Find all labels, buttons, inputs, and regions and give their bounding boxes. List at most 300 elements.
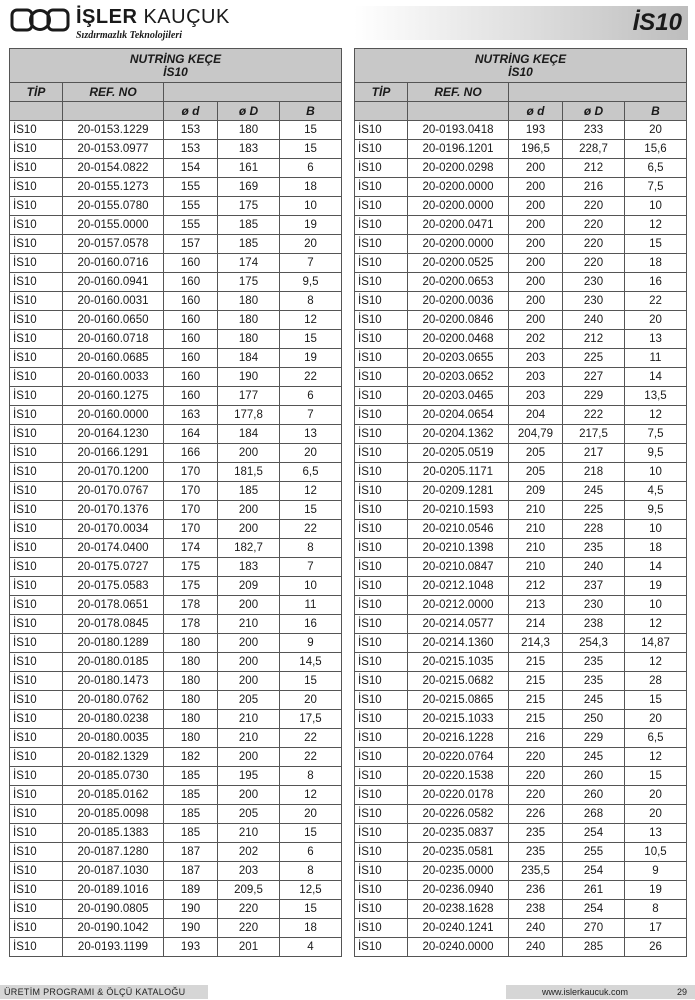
- cell-outer-diameter: 218: [563, 463, 625, 482]
- cell-ref-no: 20-0215.1033: [408, 710, 509, 729]
- table-row: [355, 767, 687, 786]
- cell-tip: İS10: [10, 653, 63, 672]
- cell-ref-no: 20-0182.1329: [63, 748, 164, 767]
- cell-tip: İS10: [10, 387, 63, 406]
- cell-outer-diameter: 250: [563, 710, 625, 729]
- cell-width: 4,5: [625, 482, 687, 501]
- cell-inner-diameter: 160: [164, 254, 218, 273]
- cell-width: 22: [280, 368, 342, 387]
- cell-width: 13: [625, 824, 687, 843]
- spec-table-left: [9, 48, 342, 957]
- cell-width: 20: [625, 786, 687, 805]
- col-header-tip: TİP: [355, 83, 408, 102]
- cell-ref-no: 20-0174.0400: [63, 539, 164, 558]
- cell-inner-diameter: 235,5: [509, 862, 563, 881]
- table-row: [10, 786, 342, 805]
- cell-width: 19: [280, 349, 342, 368]
- cell-outer-diameter: 220: [563, 235, 625, 254]
- cell-inner-diameter: 200: [509, 159, 563, 178]
- cell-width: 12: [625, 615, 687, 634]
- cell-tip: İS10: [10, 634, 63, 653]
- cell-inner-diameter: 153: [164, 140, 218, 159]
- table-row: [10, 311, 342, 330]
- cell-outer-diameter: 180: [218, 311, 280, 330]
- cell-inner-diameter: 174: [164, 539, 218, 558]
- cell-inner-diameter: 209: [509, 482, 563, 501]
- cell-width: 18: [280, 178, 342, 197]
- table-row: [355, 501, 687, 520]
- cell-inner-diameter: 190: [164, 900, 218, 919]
- cell-outer-diameter: 200: [218, 501, 280, 520]
- cell-inner-diameter: 170: [164, 501, 218, 520]
- cell-tip: İS10: [355, 881, 408, 900]
- cell-outer-diameter: 227: [563, 368, 625, 387]
- cell-width: 22: [625, 292, 687, 311]
- table-row: [355, 634, 687, 653]
- table-row: [10, 330, 342, 349]
- cell-outer-diameter: 200: [218, 520, 280, 539]
- website-link[interactable]: www.islerkaucuk.com: [542, 987, 629, 997]
- cell-inner-diameter: 160: [164, 273, 218, 292]
- table-row: [10, 178, 342, 197]
- cell-width: 20: [280, 235, 342, 254]
- cell-tip: İS10: [10, 273, 63, 292]
- cell-tip: İS10: [10, 235, 63, 254]
- table-row: [10, 653, 342, 672]
- cell-tip: İS10: [355, 330, 408, 349]
- table-row: [10, 140, 342, 159]
- cell-tip: İS10: [10, 254, 63, 273]
- table-row: [355, 330, 687, 349]
- cell-inner-diameter: 180: [164, 672, 218, 691]
- cell-tip: İS10: [10, 121, 63, 140]
- cell-inner-diameter: 164: [164, 425, 218, 444]
- cell-inner-diameter: 204,79: [509, 425, 563, 444]
- cell-ref-no: 20-0205.0519: [408, 444, 509, 463]
- col-header-outer-diameter: ø D: [218, 102, 280, 121]
- cell-width: 10: [280, 577, 342, 596]
- table-row: [355, 273, 687, 292]
- cell-inner-diameter: 214,3: [509, 634, 563, 653]
- cell-tip: İS10: [10, 501, 63, 520]
- cell-width: 18: [625, 539, 687, 558]
- cell-width: 12: [625, 653, 687, 672]
- cell-tip: İS10: [10, 140, 63, 159]
- cell-ref-no: 20-0210.0847: [408, 558, 509, 577]
- cell-width: 11: [280, 596, 342, 615]
- cell-width: 15: [280, 900, 342, 919]
- cell-ref-no: 20-0160.0000: [63, 406, 164, 425]
- cell-width: 6,5: [625, 729, 687, 748]
- cell-tip: İS10: [355, 710, 408, 729]
- cell-inner-diameter: 235: [509, 824, 563, 843]
- cell-inner-diameter: 187: [164, 843, 218, 862]
- cell-inner-diameter: 200: [509, 273, 563, 292]
- cell-width: 9,5: [625, 501, 687, 520]
- cell-outer-diameter: 216: [563, 178, 625, 197]
- cell-outer-diameter: 235: [563, 653, 625, 672]
- cell-outer-diameter: 169: [218, 178, 280, 197]
- cell-outer-diameter: 229: [563, 387, 625, 406]
- cell-inner-diameter: 185: [164, 767, 218, 786]
- col-header-width: B: [280, 102, 342, 121]
- cell-inner-diameter: 200: [509, 216, 563, 235]
- cell-width: 6,5: [625, 159, 687, 178]
- product-code: İS10: [632, 9, 682, 36]
- cell-ref-no: 20-0153.1229: [63, 121, 164, 140]
- cell-outer-diameter: 254: [563, 900, 625, 919]
- cell-inner-diameter: 170: [164, 482, 218, 501]
- cell-outer-diameter: 237: [563, 577, 625, 596]
- cell-ref-no: 20-0214.1360: [408, 634, 509, 653]
- table-title: NUTRİNG KEÇE İS10: [10, 49, 342, 83]
- cell-width: 17,5: [280, 710, 342, 729]
- cell-outer-diameter: 201: [218, 938, 280, 957]
- cell-inner-diameter: 210: [509, 520, 563, 539]
- cell-inner-diameter: 235: [509, 843, 563, 862]
- table-row: [355, 843, 687, 862]
- cell-tip: İS10: [10, 862, 63, 881]
- cell-ref-no: 20-0187.1280: [63, 843, 164, 862]
- table-row: [10, 121, 342, 140]
- cell-width: 7,5: [625, 425, 687, 444]
- cell-outer-diameter: 175: [218, 273, 280, 292]
- col-header-outer-diameter: ø D: [563, 102, 625, 121]
- cell-ref-no: 20-0180.0238: [63, 710, 164, 729]
- cell-ref-no: 20-0200.0468: [408, 330, 509, 349]
- cell-outer-diameter: 180: [218, 121, 280, 140]
- cell-inner-diameter: 155: [164, 178, 218, 197]
- cell-ref-no: 20-0185.0098: [63, 805, 164, 824]
- cell-ref-no: 20-0200.0000: [408, 197, 509, 216]
- cell-tip: İS10: [10, 216, 63, 235]
- table-row: [10, 482, 342, 501]
- cell-tip: İS10: [355, 919, 408, 938]
- cell-width: 14,5: [280, 653, 342, 672]
- cell-tip: İS10: [10, 596, 63, 615]
- cell-ref-no: 20-0193.1199: [63, 938, 164, 957]
- table-row: [355, 653, 687, 672]
- cell-outer-diameter: 235: [563, 539, 625, 558]
- table-row: [355, 311, 687, 330]
- cell-width: 14: [625, 368, 687, 387]
- cell-tip: İS10: [10, 577, 63, 596]
- cell-tip: İS10: [10, 197, 63, 216]
- cell-tip: İS10: [355, 140, 408, 159]
- cell-ref-no: 20-0185.0162: [63, 786, 164, 805]
- cell-ref-no: 20-0215.0682: [408, 672, 509, 691]
- cell-tip: İS10: [355, 691, 408, 710]
- table-row: [10, 900, 342, 919]
- cell-ref-no: 20-0190.1042: [63, 919, 164, 938]
- cell-ref-no: 20-0235.0837: [408, 824, 509, 843]
- cell-inner-diameter: 240: [509, 919, 563, 938]
- cell-inner-diameter: 220: [509, 767, 563, 786]
- cell-outer-diameter: 225: [563, 501, 625, 520]
- cell-tip: İS10: [355, 197, 408, 216]
- cell-ref-no: 20-0185.1383: [63, 824, 164, 843]
- cell-outer-diameter: 184: [218, 349, 280, 368]
- table-row: [355, 349, 687, 368]
- cell-width: 17: [625, 919, 687, 938]
- cell-outer-diameter: 212: [563, 330, 625, 349]
- cell-outer-diameter: 245: [563, 748, 625, 767]
- cell-outer-diameter: 220: [218, 919, 280, 938]
- cell-outer-diameter: 200: [218, 672, 280, 691]
- cell-inner-diameter: 220: [509, 748, 563, 767]
- cell-inner-diameter: 185: [164, 786, 218, 805]
- cell-width: 22: [280, 748, 342, 767]
- cell-tip: İS10: [355, 615, 408, 634]
- cell-outer-diameter: 161: [218, 159, 280, 178]
- cell-tip: İS10: [355, 349, 408, 368]
- cell-inner-diameter: 153: [164, 121, 218, 140]
- cell-outer-diameter: 185: [218, 235, 280, 254]
- cell-width: 15: [280, 672, 342, 691]
- cell-ref-no: 20-0153.0977: [63, 140, 164, 159]
- table-row: [355, 539, 687, 558]
- cell-ref-no: 20-0204.1362: [408, 425, 509, 444]
- cell-inner-diameter: 160: [164, 311, 218, 330]
- cell-tip: İS10: [10, 824, 63, 843]
- table-body: [355, 121, 687, 957]
- cell-outer-diameter: 222: [563, 406, 625, 425]
- cell-outer-diameter: 260: [563, 786, 625, 805]
- cell-outer-diameter: 202: [218, 843, 280, 862]
- cell-inner-diameter: 160: [164, 330, 218, 349]
- cell-ref-no: 20-0210.1593: [408, 501, 509, 520]
- table-body: [10, 121, 342, 957]
- cell-tip: İS10: [10, 919, 63, 938]
- cell-inner-diameter: 185: [164, 824, 218, 843]
- cell-ref-no: 20-0200.0036: [408, 292, 509, 311]
- cell-ref-no: 20-0220.1538: [408, 767, 509, 786]
- table-row: [355, 235, 687, 254]
- cell-inner-diameter: 226: [509, 805, 563, 824]
- cell-tip: İS10: [10, 539, 63, 558]
- cell-width: 9: [625, 862, 687, 881]
- cell-width: 10: [625, 463, 687, 482]
- cell-width: 15: [625, 691, 687, 710]
- cell-inner-diameter: 203: [509, 387, 563, 406]
- cell-outer-diameter: 217,5: [563, 425, 625, 444]
- col-header-width: B: [625, 102, 687, 121]
- cell-inner-diameter: 203: [509, 368, 563, 387]
- cell-width: 20: [280, 691, 342, 710]
- cell-width: 22: [280, 520, 342, 539]
- cell-tip: İS10: [10, 463, 63, 482]
- page-number: 29: [676, 987, 687, 997]
- cell-inner-diameter: 216: [509, 729, 563, 748]
- cell-width: 15,6: [625, 140, 687, 159]
- cell-tip: İS10: [355, 577, 408, 596]
- cell-inner-diameter: 202: [509, 330, 563, 349]
- cell-width: 12: [280, 786, 342, 805]
- cell-width: 9: [280, 634, 342, 653]
- cell-inner-diameter: 214: [509, 615, 563, 634]
- cell-outer-diameter: 210: [218, 729, 280, 748]
- table-row: [10, 292, 342, 311]
- cell-tip: İS10: [355, 273, 408, 292]
- cell-tip: İS10: [10, 881, 63, 900]
- cell-ref-no: 20-0175.0583: [63, 577, 164, 596]
- cell-inner-diameter: 178: [164, 615, 218, 634]
- table-row: [10, 672, 342, 691]
- cell-tip: İS10: [10, 672, 63, 691]
- cell-width: 15: [625, 767, 687, 786]
- cell-inner-diameter: 200: [509, 292, 563, 311]
- cell-tip: İS10: [355, 311, 408, 330]
- cell-outer-diameter: 230: [563, 273, 625, 292]
- cell-inner-diameter: 238: [509, 900, 563, 919]
- brand-logo: [10, 6, 260, 42]
- cell-width: 28: [625, 672, 687, 691]
- table-row: [355, 577, 687, 596]
- cell-tip: İS10: [355, 558, 408, 577]
- cell-width: 7: [280, 254, 342, 273]
- table-row: [10, 539, 342, 558]
- table-row: [355, 596, 687, 615]
- cell-outer-diameter: 228: [563, 520, 625, 539]
- table-row: [355, 216, 687, 235]
- footer-right: [506, 985, 695, 999]
- cell-tip: İS10: [10, 159, 63, 178]
- table-row: [355, 558, 687, 577]
- cell-tip: İS10: [10, 520, 63, 539]
- cell-outer-diameter: 254,3: [563, 634, 625, 653]
- cell-inner-diameter: 175: [164, 577, 218, 596]
- seal-rings-icon: [10, 8, 70, 32]
- cell-width: 7: [280, 558, 342, 577]
- cell-width: 19: [625, 577, 687, 596]
- table-row: [355, 292, 687, 311]
- cell-tip: İS10: [10, 900, 63, 919]
- table-row: [10, 406, 342, 425]
- cell-width: 20: [625, 121, 687, 140]
- footer-catalog-label: ÜRETİM PROGRAMI & ÖLÇÜ KATALOĞU: [0, 985, 208, 999]
- table-row: [10, 197, 342, 216]
- cell-ref-no: 20-0160.0685: [63, 349, 164, 368]
- cell-inner-diameter: 193: [164, 938, 218, 957]
- cell-width: 13: [280, 425, 342, 444]
- cell-ref-no: 20-0193.0418: [408, 121, 509, 140]
- cell-ref-no: 20-0155.0780: [63, 197, 164, 216]
- cell-tip: İS10: [355, 159, 408, 178]
- cell-outer-diameter: 174: [218, 254, 280, 273]
- table-row: [10, 368, 342, 387]
- brand-tagline: Sızdırmazlık Teknolojileri: [76, 30, 183, 41]
- cell-tip: İS10: [355, 862, 408, 881]
- cell-width: 22: [280, 729, 342, 748]
- cell-tip: İS10: [355, 900, 408, 919]
- cell-inner-diameter: 160: [164, 349, 218, 368]
- table-row: [355, 710, 687, 729]
- table-row: [10, 558, 342, 577]
- table-row: [355, 919, 687, 938]
- cell-outer-diameter: 229: [563, 729, 625, 748]
- cell-outer-diameter: 203: [218, 862, 280, 881]
- cell-inner-diameter: 180: [164, 691, 218, 710]
- cell-width: 12: [280, 482, 342, 501]
- cell-inner-diameter: 205: [509, 444, 563, 463]
- cell-width: 18: [625, 254, 687, 273]
- cell-width: 7: [280, 406, 342, 425]
- table-row: [10, 596, 342, 615]
- cell-ref-no: 20-0160.0718: [63, 330, 164, 349]
- cell-tip: İS10: [355, 216, 408, 235]
- cell-outer-diameter: 285: [563, 938, 625, 957]
- cell-outer-diameter: 185: [218, 216, 280, 235]
- cell-width: 8: [280, 862, 342, 881]
- cell-ref-no: 20-0200.0298: [408, 159, 509, 178]
- cell-ref-no: 20-0180.0762: [63, 691, 164, 710]
- cell-outer-diameter: 254: [563, 824, 625, 843]
- table-row: [10, 425, 342, 444]
- table-row: [355, 444, 687, 463]
- cell-outer-diameter: 181,5: [218, 463, 280, 482]
- cell-tip: İS10: [10, 406, 63, 425]
- cell-ref-no: 20-0212.1048: [408, 577, 509, 596]
- cell-ref-no: 20-0178.0845: [63, 615, 164, 634]
- cell-tip: İS10: [355, 463, 408, 482]
- cell-tip: İS10: [10, 767, 63, 786]
- cell-outer-diameter: 270: [563, 919, 625, 938]
- cell-tip: İS10: [10, 444, 63, 463]
- cell-width: 18: [280, 919, 342, 938]
- cell-ref-no: 20-0200.0846: [408, 311, 509, 330]
- cell-tip: İS10: [355, 387, 408, 406]
- cell-outer-diameter: 177: [218, 387, 280, 406]
- cell-width: 11: [625, 349, 687, 368]
- cell-outer-diameter: 220: [563, 197, 625, 216]
- cell-ref-no: 20-0166.1291: [63, 444, 164, 463]
- table-row: [10, 577, 342, 596]
- cell-width: 12,5: [280, 881, 342, 900]
- cell-outer-diameter: 209: [218, 577, 280, 596]
- cell-width: 20: [625, 710, 687, 729]
- cell-ref-no: 20-0175.0727: [63, 558, 164, 577]
- cell-outer-diameter: 210: [218, 710, 280, 729]
- cell-ref-no: 20-0200.0000: [408, 235, 509, 254]
- cell-width: 12: [625, 216, 687, 235]
- cell-outer-diameter: 230: [563, 292, 625, 311]
- table-row: [355, 197, 687, 216]
- cell-width: 6,5: [280, 463, 342, 482]
- cell-tip: İS10: [355, 368, 408, 387]
- table-row: [10, 235, 342, 254]
- cell-tip: İS10: [355, 539, 408, 558]
- cell-inner-diameter: 180: [164, 634, 218, 653]
- cell-ref-no: 20-0220.0764: [408, 748, 509, 767]
- cell-width: 14,87: [625, 634, 687, 653]
- cell-outer-diameter: 190: [218, 368, 280, 387]
- cell-inner-diameter: 180: [164, 653, 218, 672]
- cell-ref-no: 20-0180.1289: [63, 634, 164, 653]
- cell-tip: İS10: [10, 482, 63, 501]
- table-row: [355, 672, 687, 691]
- cell-tip: İS10: [10, 938, 63, 957]
- table-row: [355, 368, 687, 387]
- cell-inner-diameter: 236: [509, 881, 563, 900]
- cell-tip: İS10: [355, 482, 408, 501]
- table-row: [355, 615, 687, 634]
- cell-ref-no: 20-0160.0031: [63, 292, 164, 311]
- cell-outer-diameter: 261: [563, 881, 625, 900]
- table-row: [355, 406, 687, 425]
- cell-inner-diameter: 163: [164, 406, 218, 425]
- cell-inner-diameter: 170: [164, 520, 218, 539]
- cell-ref-no: 20-0170.0034: [63, 520, 164, 539]
